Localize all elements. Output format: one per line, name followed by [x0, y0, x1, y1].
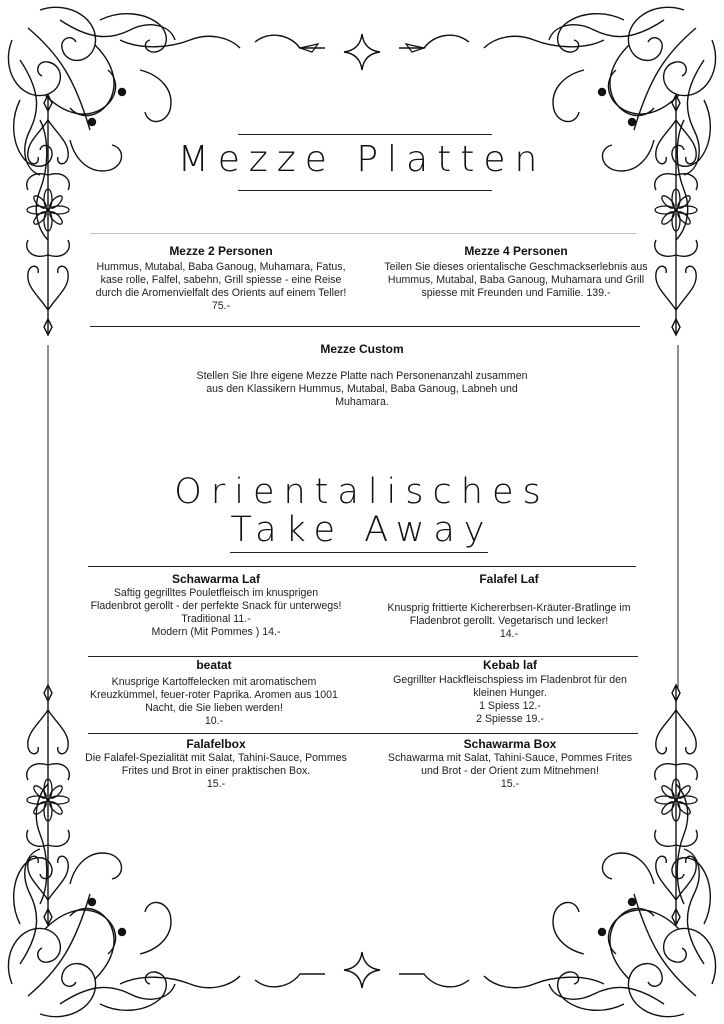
menu-item-beatat: [88, 658, 340, 728]
menu-item-falafel-laf: [380, 572, 638, 641]
menu-item-schawarma-box: [384, 737, 636, 791]
item-name: beatat: [196, 658, 232, 672]
item-price: 10.-: [204, 715, 224, 727]
takeaway-rule-2: [88, 656, 638, 657]
item-price: Traditional 11.-: [181, 613, 251, 625]
item-description: Die Falafel-Spezialität mit Salat, Tahini-Sauce, Pommes Frites und Brot in einer praktischen Box.: [85, 752, 347, 777]
item-price: 15.-: [206, 778, 226, 790]
item-price: 14.-: [499, 628, 519, 640]
item-price: 1 Spiess 12.-: [479, 700, 541, 712]
takeaway-title-rule: [230, 552, 488, 553]
mezze-top-rule: [90, 233, 636, 234]
section-title-takeaway-line1: Orientalisches: [174, 472, 550, 512]
takeaway-top-rule: [88, 566, 636, 567]
item-description: Stellen Sie Ihre eigene Mezze Platte nach Personenanzahl zusammen aus den Klassikern Hummus, Mutabal, Baba Ganoug, Labneh und Muhamara.: [196, 370, 528, 408]
item-price: Modern (Mit Pommes ) 14.-: [151, 626, 281, 638]
item-name: Schawarma Box: [463, 737, 557, 751]
section-title-mezze: Mezze Platten: [177, 139, 547, 180]
title-rule-bottom: [238, 190, 492, 191]
menu-item-mezze-custom: [190, 342, 534, 409]
menu-item-kebab-laf: [388, 658, 632, 726]
item-name: Falafel Laf: [479, 572, 539, 586]
takeaway-rule-3: [88, 733, 638, 734]
item-name: Mezze 4 Personen: [464, 244, 568, 258]
item-description: Hummus, Mutabal, Baba Ganoug, Muhamara, Fatus, kase rolle, Falfel, sabehn, Grill spiesse - eine Reise durch die Aromenvielfalt des Orients auf einem Teller! 75.-: [95, 261, 347, 312]
section-title-takeaway-line2: Take Away: [230, 510, 494, 550]
item-name: Schawarma Laf: [171, 572, 261, 586]
menu-item-mezze-2: [90, 244, 352, 313]
item-description: Knusprig frittierte Kichererbsen-Kräuter-Bratlinge im Fladenbrot gerollt. Vegetarisch und lecker!: [387, 602, 631, 627]
mezze-mid-rule: [90, 326, 640, 327]
item-name: Mezze 2 Personen: [169, 244, 273, 258]
title-rule-top: [238, 134, 492, 135]
item-description: Saftig gegrilltes Pouletfleisch im knusprigen Fladenbrot gerollt - der perfekte Snack für unterwegs!: [90, 587, 342, 612]
item-description: Knusprige Kartoffelecken mit aromatischem Kreuzkümmel, feuer-roter Paprika. Aromen aus 1001 Nacht, die Sie lieben werden!: [90, 676, 338, 714]
menu-item-falafelbox: [84, 737, 348, 791]
menu-item-mezze-4: [382, 244, 650, 300]
item-price: 15.-: [500, 778, 520, 790]
item-price: 2 Spiesse 19.-: [476, 713, 544, 725]
item-name: Falafelbox: [186, 737, 246, 751]
item-name: Mezze Custom: [320, 342, 404, 356]
item-description: Schawarma mit Salat, Tahini-Sauce, Pommes Frites und Brot - der Orient zum Mitnehmen!: [387, 752, 633, 777]
menu-item-schawarma-laf: [90, 572, 342, 639]
item-description: Gegrillter Hackfleischspiess im Fladenbrot für den kleinen Hunger.: [393, 674, 627, 699]
item-name: Kebab laf: [482, 658, 537, 672]
item-description: Teilen Sie dieses orientalische Geschmackserlebnis aus Hummus, Mutabal, Baba Ganoug, Muhamara und Grill spiesse mit Freunden und Familie. 139.-: [384, 261, 648, 299]
